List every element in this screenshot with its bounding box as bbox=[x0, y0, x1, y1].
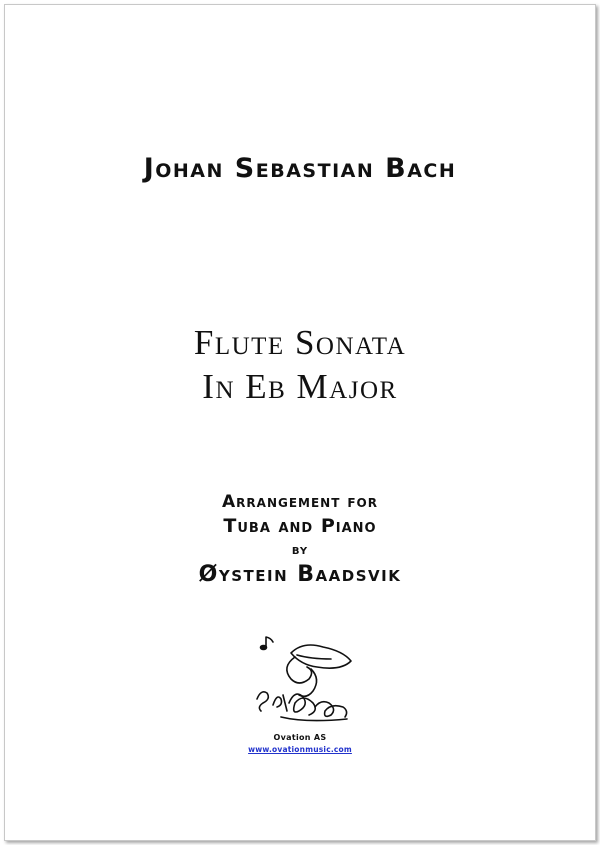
publisher-website-link[interactable]: www.ovationmusic.com bbox=[248, 745, 352, 754]
publisher-name: Ovation AS bbox=[273, 733, 327, 742]
arrangement-label: Arrangement for bbox=[222, 492, 378, 512]
composer-name: Johan Sebastian Bach bbox=[143, 153, 457, 184]
work-title-line-2: In Eb Major bbox=[202, 367, 398, 406]
work-title-line-1: Flute Sonata bbox=[193, 323, 407, 362]
instrumentation: Tuba and Piano bbox=[223, 515, 377, 537]
tuba-player-signature-logo-icon bbox=[251, 633, 361, 725]
by-label: by bbox=[291, 542, 309, 558]
arranger-name: Øystein Baadsvik bbox=[198, 562, 402, 587]
sheet-music-cover-page bbox=[4, 4, 596, 841]
